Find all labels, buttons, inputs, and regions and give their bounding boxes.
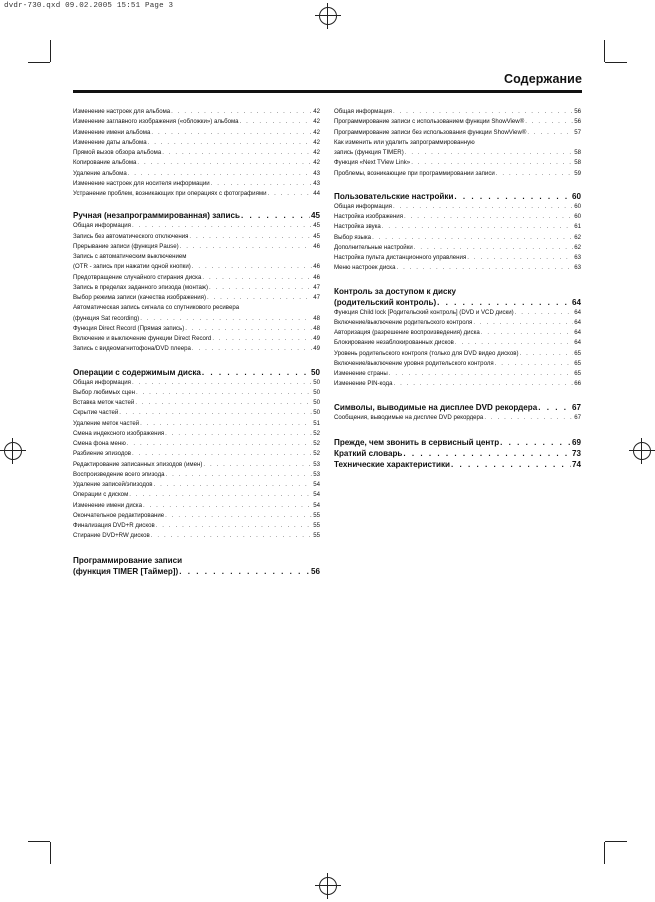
toc-entry-page: 56 [574,118,581,126]
toc-entry-title: (функция Sat recording) [73,314,140,322]
toc-entry-title: Дополнительные настройки [334,243,413,251]
dot-leader [455,338,573,348]
dot-leader [393,107,573,117]
toc-entry [73,480,320,490]
toc-section-heading: (родительский контроль) . . . 64 [334,297,581,308]
toc-entry-page: 53 [313,460,320,468]
toc-entry-page: 64 [574,339,581,347]
toc-entry-title: Изменение даты альбома [73,138,147,146]
toc-entry-page: 46 [313,263,320,271]
toc-entry [73,138,320,148]
toc-entry-page: 48 [313,314,320,322]
toc-entry [73,398,320,408]
dot-leader [192,262,312,272]
dot-leader [165,429,312,439]
toc-entry [73,283,320,293]
toc-entry-title: (OTR - запись при нажатии одной кнопки) [73,263,191,271]
toc-entry-page: 45 [313,232,320,240]
toc-entry-title: Предотвращение случайного стирания диска [73,273,202,281]
toc-entry [73,334,320,344]
toc-entry [334,263,581,273]
toc-entry-page: 45 [313,222,320,230]
toc-entry-title: Редактирование записанных эпизодов (имен) [73,460,203,468]
dot-leader [132,449,312,459]
dot-leader [404,212,573,222]
crop-mark [605,62,627,63]
toc-entry-page: 53 [313,470,320,478]
toc-entry-page: 54 [313,501,320,509]
toc-entry-page: 57 [574,128,581,136]
dot-leader [515,308,574,318]
toc-entry-title: Выбор языка [334,233,372,241]
dot-leader [171,107,312,117]
toc-entry [73,490,320,500]
toc-entry [73,388,320,398]
toc-column-right [334,107,581,470]
toc-entry-page: 64 [574,318,581,326]
registration-mark-bottom [315,873,341,899]
toc-entry-title: Настройка звука [334,223,381,231]
dot-leader [202,273,312,283]
toc-entry-title: Изменение страны [334,370,388,377]
toc-entry-page: 64 [574,329,581,336]
toc-entry-title: Запись с видеомагнитофона/DVD плеера [73,345,191,353]
toc-entry-title: Копирование альбома [73,159,137,167]
dot-leader [132,378,312,388]
toc-entry-page: 50 [313,409,320,417]
toc-section-heading: Технические характеристики . . . 74 [334,459,581,470]
toc-entry-title: Программирование записи с использованием функции ShowView® [334,118,525,126]
toc-entry-page: 62 [574,233,581,241]
toc-entry-title: Изменение настроек для альбома [73,108,171,115]
toc-entry-page: 49 [313,335,320,342]
toc-entry [73,158,320,168]
toc-entry-title: Программирование записи без использования функции ShowView® [334,128,527,136]
dot-leader [520,349,574,359]
toc-entry-page: 65 [574,359,581,367]
dot-leader [129,490,312,500]
dot-leader [393,202,573,212]
dot-leader [212,334,312,344]
toc-entry-page: 42 [313,138,320,146]
dot-leader [209,283,312,293]
toc-entry-title: запись (функция TIMER) [334,149,404,156]
toc-entry-title: Окончательное редактирование [73,511,165,519]
toc-entry-title: Сообщения, выводимые на дисплее DVD рекордера [334,413,484,421]
toc-entry-title: Проблемы, возникающие при программировании записи [334,169,495,177]
toc-entry-title: Удаление альбома [73,169,127,177]
toc-entry [73,189,320,199]
dot-leader [162,148,312,158]
toc-entry [73,429,320,439]
registration-mark-right [629,438,655,464]
toc-entry-page: 55 [313,522,320,529]
toc-entry-page: 42 [313,149,320,156]
toc-entry [334,222,581,232]
toc-entry-title: Изменение имени диска [73,501,142,509]
toc-entry-title: Финализация DVD+R дисков [73,522,155,529]
dot-leader [267,189,312,199]
toc-entry [73,128,320,138]
dot-leader [393,379,573,389]
toc-entry [73,179,320,189]
toc-entry [334,148,581,158]
crop-mark [605,841,627,842]
toc-entry-page: 43 [313,169,320,177]
toc-entry-page: 50 [313,399,320,406]
toc-entry-page: 42 [313,108,320,115]
toc-entry [334,328,581,338]
toc-entry-page: 48 [313,324,320,332]
toc-entry-title: Выбор режима записи (качества изображения) [73,294,206,301]
dot-leader [484,413,573,423]
toc-entry [73,439,320,449]
crop-mark [604,842,605,864]
toc-entry [73,460,320,470]
toc-entry-page: 66 [574,380,581,388]
dot-leader [165,511,312,521]
toc-entry [334,413,581,423]
toc-entry-page: 54 [313,491,320,499]
toc-entry-page: 42 [313,128,320,136]
toc-entry-page: 67 [574,413,581,421]
toc-entry-title: Уровень родительского контроля (только для DVD видео дисков) [334,349,519,357]
toc-entry [334,338,581,348]
dot-leader [495,359,574,369]
toc-entry [73,262,320,272]
dot-leader [389,369,573,379]
toc-entry [73,293,320,303]
dot-leader [127,439,312,449]
toc-entry-page: 52 [313,429,320,437]
toc-entry-title: Включение/выключение родительского контроля [334,318,473,326]
toc-entry-page: 52 [313,440,320,447]
dot-leader [203,460,312,470]
toc-entry [334,233,581,243]
toc-entry-title: Общая информация [334,108,392,115]
toc-entry [334,202,581,212]
toc-entry [334,379,581,389]
toc-entry [73,419,320,429]
toc-entry-page: 47 [313,294,320,301]
toc-entry-title: Смена фона меню [73,440,126,447]
toc-entry-page: 50 [313,378,320,386]
toc-entry [334,212,581,222]
toc-entry-page: 61 [574,223,581,231]
toc-entry [334,117,581,127]
toc-entry-title: Смена индексного изображения [73,429,165,437]
toc-section-heading: Операции с содержимым диска . . . 50 [73,367,320,378]
toc-entry [73,273,320,283]
toc-entry-line: Автоматическая запись сигнала со спутникового ресивера [73,304,240,312]
toc-entry-title: Функция «Next TView Link» [334,159,411,167]
toc-entry-page: 49 [313,345,320,353]
toc-entry [334,158,581,168]
dot-leader [473,318,573,328]
dot-leader [154,480,313,490]
toc-entry-title: Воспроизведение всего эпизода [73,470,165,478]
toc-entry-page: 58 [574,149,581,156]
toc-entry [73,232,320,242]
toc-entry-page: 58 [574,159,581,167]
toc-entry-title: Скрытие частей [73,409,119,417]
dot-leader [414,243,573,253]
toc-entry-page: 64 [574,308,581,316]
toc-entry-title: Удаление меток частей [73,419,140,427]
toc-entry [73,221,320,231]
dot-leader [207,293,312,303]
dot-leader [132,221,312,231]
toc-entry [334,359,581,369]
toc-entry [73,344,320,354]
dot-leader [405,148,573,158]
toc-entry-title: Настройка изображения [334,213,404,220]
toc-section-heading: Ручная (незапрограммированная) запись . . . 45 [73,210,320,221]
dot-leader [135,398,312,408]
toc-entry-page: 46 [313,273,320,281]
toc-entry-page: 43 [313,179,320,187]
toc-entry-title: Стирание DVD+RW дисков [73,532,150,540]
toc-entry [73,242,320,252]
page-title: Содержание [503,72,582,86]
dot-leader [137,158,312,168]
dot-leader [140,314,312,324]
toc-entry [334,253,581,263]
dot-leader [396,263,573,273]
toc-entry-title: Запись в пределах заданного эпизода (монтаж) [73,283,209,291]
toc-entry-page: 54 [313,481,320,488]
toc-entry-title: Включение/выключение уровня родительского контроля [334,359,494,367]
toc-entry [73,470,320,480]
toc-entry [73,408,320,418]
toc-entry-title: Устранение проблем, возникающих при операциях с фотографиями [73,190,267,197]
toc-section-heading: Краткий словарь . . . 73 [334,448,581,459]
toc-entry-page: 63 [574,264,581,272]
dot-leader [192,344,312,354]
toc-entry-page: 42 [313,118,320,126]
toc-entry [334,107,581,117]
toc-entry [334,128,581,138]
toc-entry-title: Блокирование незаблокированных дисков [334,339,454,347]
toc-entry-title: Настройка пульта дистанционного управления [334,254,467,261]
crop-mark [50,842,51,864]
toc-entry-page: 63 [574,254,581,261]
toc-entry-title: Общая информация [73,222,131,230]
toc-entry [73,521,320,531]
dot-leader [151,531,312,541]
toc-entry-page: 47 [313,283,320,291]
toc-entry-title: Авторизация (разрешение воспроизведения) диска [334,329,480,336]
toc-entry [73,511,320,521]
toc-entry-title: Выбор любимых сцен [73,388,135,396]
toc-section-heading: Пользовательские настройки . . . 60 [334,191,581,202]
toc-entry-page: 51 [313,419,320,427]
toc-section-heading-line: Программирование записи [73,555,183,565]
toc-section-heading: (функция TIMER [Таймер]) . . . 56 [73,566,320,577]
dot-leader [128,169,313,179]
toc-entry-title: Разбиение эпизодов [73,450,132,458]
toc-column-left [73,107,320,577]
file-slug: dvdr-730.qxd 09.02.2005 15:51 Page 3 [4,2,174,10]
toc-entry-title: Удаление записей/эпизодов [73,481,153,488]
toc-entry [73,148,320,158]
toc-entry-line: Как изменить или удалить запрограммированную [334,138,475,146]
toc-entry-page: 50 [313,388,320,396]
dot-leader [151,128,312,138]
toc-section-heading: Прежде, чем звонить в сервисный центр . . . 69 [334,437,581,448]
toc-entry [73,531,320,541]
toc-entry-page: 52 [313,450,320,458]
dot-leader [166,470,313,480]
toc-entry-page: 55 [313,511,320,519]
toc-entry-page: 65 [574,349,581,357]
toc-entry-page: 56 [574,108,581,115]
toc-entry [73,501,320,511]
dot-leader [211,179,313,189]
toc-entry-title: Включение и выключение функции Direct Record [73,335,212,342]
toc-section-heading-line: Контроль за доступом к диску [334,286,457,296]
toc-entry-title: Общая информация [73,378,131,386]
dot-leader [467,253,573,263]
registration-mark-top [315,3,341,29]
toc-section-heading: Символы, выводимые на дисплее DVD рекордера . . . 67 [334,402,581,413]
toc-entry-page: 60 [574,213,581,220]
toc-entry [73,169,320,179]
dot-leader [140,419,312,429]
dot-leader [148,138,313,148]
toc-entry-page: 44 [313,190,320,197]
dot-leader [496,169,573,179]
toc-entry-page: 46 [313,242,320,250]
toc-entry [73,107,320,117]
toc-entry-title: Вставка меток частей [73,399,135,406]
toc-entry [73,378,320,388]
dot-leader [136,388,312,398]
toc-entry [334,308,581,318]
toc-entry-page: 42 [313,159,320,167]
toc-entry-title: Прямой вызов обзора альбома [73,149,162,156]
toc-entry-title: Запись без автоматического отключения [73,232,189,240]
dot-leader [189,232,312,242]
dot-leader [382,222,573,232]
toc-entry-title: Операции с диском [73,491,129,499]
toc-entry-line: Запись с автоматическим выключением [73,253,187,260]
dot-leader [180,242,313,252]
toc-entry [334,169,581,179]
crop-mark [604,40,605,62]
toc-entry-title: Изменение заглавного изображения («обложки») альбома [73,118,239,126]
toc-entry-page: 62 [574,243,581,251]
crop-mark [50,40,51,62]
dot-leader [119,408,312,418]
toc-entry-title: Функция Child lock [Родительский контроль] (DVD и VCD диски) [334,308,514,316]
toc-entry [334,369,581,379]
header-rule [73,90,582,93]
crop-mark [28,841,50,842]
dot-leader [481,328,573,338]
toc-entry [73,314,320,324]
toc-entry [73,324,320,334]
dot-leader [185,324,312,334]
toc-entry [73,449,320,459]
toc-entry-page: 65 [574,370,581,377]
toc-entry-title: Изменение имени альбома [73,128,151,136]
dot-leader [411,158,573,168]
toc-entry-title: Изменение PIN-кода [334,380,393,388]
toc-entry-page: 60 [574,202,581,210]
toc-entry-title: Изменение настроек для носителя информации [73,179,210,187]
dot-leader [372,233,573,243]
toc-entry [334,243,581,253]
dot-leader [156,521,313,531]
dot-leader [143,501,312,511]
toc-entry-title: Общая информация [334,202,392,210]
toc-entry-page: 59 [574,169,581,177]
dot-leader [240,117,313,127]
toc-entry [334,349,581,359]
dot-leader [525,117,573,127]
registration-mark-left [0,438,26,464]
toc-entry-title: Прерывание записи (функция Pause) [73,242,179,250]
toc-entry-page: 55 [313,532,320,540]
toc-entry [334,318,581,328]
toc-entry-title: Функция Direct Record (Прямая запись) [73,324,185,332]
toc-entry [73,117,320,127]
toc-entry-title: Меню настроек диска [334,264,396,272]
crop-mark [28,62,50,63]
dot-leader [527,128,573,138]
